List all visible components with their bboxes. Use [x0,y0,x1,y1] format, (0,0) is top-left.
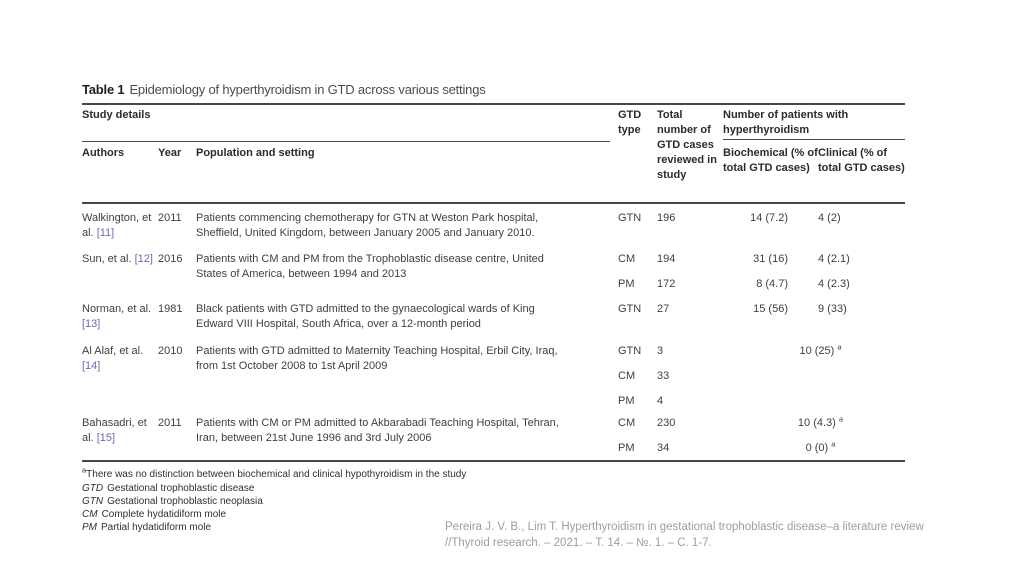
total-cases-cell: 3 [657,345,664,357]
data-subrow [82,211,905,226]
gtd-type-cell: CM [618,253,636,265]
population-line: Sheffield, United Kingdom, between January 2005 and January 2010. [196,227,535,239]
table-rule-under-patients-group [723,139,905,140]
total-cases-cell: 33 [657,370,670,382]
abbreviation: GTD [82,483,104,494]
column-header-clinical: Clinical (% of total GTD cases) [818,147,905,174]
gtd-type-cell: PM [618,442,635,454]
year-cell: 2010 [158,345,183,357]
author-name: Sun, et al. [82,253,132,265]
year-cell: 2011 [158,417,182,429]
total-cases-cell: 194 [657,253,676,265]
biochemical-cell: 31 (16) [753,253,788,265]
population-line: from 1st October 2008 to 1st April 2009 [196,360,388,372]
footnote-text: There was no distinction between biochemical and clinical hypothyroidism in the study [86,469,467,480]
footnote-sup-note [82,465,467,481]
reference-link[interactable]: [15] [96,432,116,444]
data-subrow [82,394,905,409]
population-line: Patients with CM and PM from the Trophoblastic disease centre, United [196,253,544,265]
population-line: Black patients with GTD admitted to the gynaecological wards of King [196,303,535,315]
column-header-year: Year [158,147,182,159]
table-title-text: Epidemiology of hyperthyroidism in GTD across various settings [129,82,486,97]
biochemical-cell: 14 (7.2) [750,212,788,224]
year-cell: 2011 [158,212,182,224]
total-cases-cell: 196 [657,212,676,224]
footnote-marker: a [838,414,844,424]
gtd-type-cell: GTN [618,345,642,357]
data-subrow [82,416,905,431]
gtd-type-cell: PM [618,395,635,407]
total-cases-cell: 34 [657,442,670,454]
source-citation: Pereira J. V. B., Lim T. Hyperthyroidism in gestational trophoblastic disease–a literature review //Thyroid research. – 2021. – Т. 14. – №. 1. – С. 1-7. [445,521,924,549]
abbreviation: CM [82,509,98,520]
combined-value: 10 (4.3) [797,417,836,429]
population-line: Patients commencing chemotherapy for GTN at Weston Park hospital, [196,212,539,224]
gtd-type-cell: CM [618,417,636,429]
table-rule-top [82,103,905,105]
author-name-line2: et al. [127,303,152,315]
population-line: Patients with CM or PM admitted to Akbarabadi Teaching Hospital, Tehran, [196,417,559,429]
abbreviation-definition: Gestational trophoblastic neoplasia [107,496,263,507]
population-line: Edward VIII Hospital, South Africa, over a 12-month period [196,318,481,330]
abbreviation: PM [82,522,97,533]
column-header-study-details: Study details [82,109,151,121]
gtd-type-cell: CM [618,370,636,382]
biochemical-cell: 15 (56) [753,303,788,315]
author-name: Al Alaf, [82,345,117,357]
column-header-total-number: Total number of GTD cases reviewed in study [657,109,717,181]
author-name: Walkington, [82,212,140,224]
combined-hyperthyroidism-cell [723,416,918,431]
table-rule-header-bottom [82,202,905,204]
clinical-cell: 4 (2) [818,212,841,224]
year-cell: 1981 [158,303,183,315]
total-cases-cell: 230 [657,417,676,429]
table-title [82,82,486,97]
column-header-biochemical: Biochemical (% of total GTD cases) [723,147,818,174]
population-line: States of America, between 1994 and 2013 [196,268,407,280]
table-rule-under-study-details [82,141,610,142]
reference-link[interactable]: [11] [96,227,115,239]
data-subrow [82,369,905,384]
year-cell: 2016 [158,253,183,265]
total-cases-cell: 27 [657,303,670,315]
author-name-line2: et al. [82,212,152,239]
total-cases-cell: 4 [657,395,664,407]
footnote-abbreviation [82,482,254,495]
gtd-type-cell: GTN [618,212,642,224]
reference-link[interactable]: [12] [134,253,153,265]
abbreviation-definition: Complete hydatidiform mole [101,509,227,520]
data-subrow [82,302,905,317]
data-subrow [82,252,905,267]
abbreviation: GTN [82,496,104,507]
total-cases-cell: 172 [657,278,676,290]
combined-hyperthyroidism-cell [723,441,918,456]
author-name-line2: et al. [82,417,147,444]
data-subrow [82,344,905,359]
data-subrow [82,277,905,292]
footnote-marker: a [831,439,836,449]
combined-hyperthyroidism-cell [723,344,918,359]
population-line: Iran, between 21st June 1996 and 3rd July 2006 [196,432,432,444]
clinical-cell: 9 (33) [818,303,847,315]
abbreviation-definition: Partial hydatidiform mole [101,522,212,533]
author-name: Bahasadri, [82,417,135,429]
table-title-label: Table 1 [82,82,125,97]
data-subrow [82,441,905,456]
footnote-abbreviation [82,521,211,534]
author-name: Norman, [82,303,125,315]
reference-link[interactable]: [13] [82,318,101,330]
author-name-line2: et al. [119,345,144,357]
abbreviation-definition: Gestational trophoblastic disease [107,483,255,494]
column-header-gtd-type: GTD type [618,109,642,136]
footnote-abbreviation [82,508,226,521]
footnote-marker: a [837,342,842,352]
column-header-patients-group: Number of patients with hyperthyroidism [723,109,849,136]
biochemical-cell: 8 (4.7) [756,278,788,290]
combined-value: 0 (0) [805,442,829,454]
population-line: Patients with GTD admitted to Maternity Teaching Hospital, Erbil City, Iraq, [196,345,558,357]
reference-link[interactable]: [14] [82,360,101,372]
clinical-cell: 4 (2.1) [818,253,850,265]
gtd-type-cell: PM [618,278,635,290]
gtd-type-cell: GTN [618,303,642,315]
table-rule-bottom [82,460,905,462]
combined-value: 10 (25) [799,345,835,357]
column-header-authors: Authors [82,147,125,159]
clinical-cell: 4 (2.3) [818,278,850,290]
column-header-population: Population and setting [196,147,315,159]
footnote-marker: a [82,465,87,475]
footnote-abbreviation [82,495,263,508]
